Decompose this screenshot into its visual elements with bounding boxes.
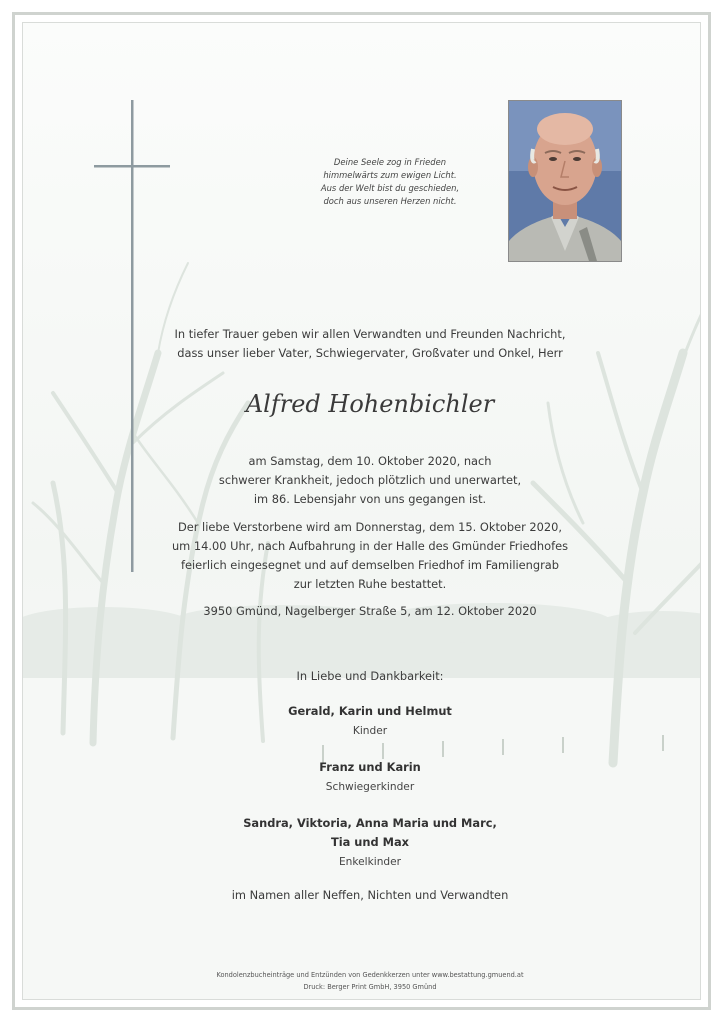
memorial-poem: [300, 156, 480, 208]
mourner-names: Gerald, Karin und Helmut: [288, 704, 452, 718]
notice-line: am Samstag, dem 10. Oktober 2020, nach: [248, 454, 492, 468]
poem-line: Aus der Welt bist du geschieden,: [320, 183, 460, 193]
announcement-intro: [150, 325, 590, 363]
funeral-line: zur letzten Ruhe bestattet.: [293, 577, 447, 591]
poem-line: himmelwärts zum ewigen Licht.: [323, 170, 457, 180]
intro-line: dass unser lieber Vater, Schwiegervater, Großvater und Onkel, Herr: [177, 346, 563, 360]
funeral-line: feierlich eingesegnet und auf demselben Friedhof im Familiengrab: [181, 558, 559, 572]
mourner-group-grandchildren: [150, 814, 590, 872]
footer-print-info: [150, 969, 590, 993]
mourner-names: Franz und Karin: [319, 760, 421, 774]
footer-line: Druck: Berger Print GmbH, 3950 Gmünd: [303, 983, 437, 991]
funeral-line: um 14.00 Uhr, nach Aufbahrung in der Halle des Gmünder Friedhofes: [171, 539, 569, 553]
deceased-name: Alfred Hohenbichler: [245, 390, 495, 418]
mourner-relation: Kinder: [352, 725, 388, 737]
place-date: [150, 602, 590, 621]
place-date-line: 3950 Gmünd, Nagelberger Straße 5, am 12. Oktober 2020: [203, 604, 537, 618]
mourner-group-children: [150, 702, 590, 741]
funeral-details: [150, 518, 590, 594]
notice-line: schwerer Krankheit, jedoch plötzlich und unerwartet,: [218, 473, 522, 487]
closing-line: [150, 886, 590, 905]
gratitude-text: In Liebe und Dankbarkeit:: [296, 669, 444, 683]
death-notice: [150, 452, 590, 509]
intro-line: In tiefer Trauer geben wir allen Verwandten und Freunden Nachricht,: [174, 327, 566, 341]
poem-line: Deine Seele zog in Frieden: [333, 157, 447, 167]
footer-line: Kondolenzbucheinträge und Entzünden von Gedenkkerzen unter www.bestattung.gmuend.at: [216, 971, 524, 979]
mourner-names: Tia und Max: [330, 835, 410, 849]
mourner-relation: Enkelkinder: [338, 856, 401, 868]
mourner-names: Sandra, Viktoria, Anna Maria und Marc,: [243, 816, 497, 830]
mourner-group-in-laws: [150, 758, 590, 797]
funeral-line: Der liebe Verstorbene wird am Donnerstag, dem 15. Oktober 2020,: [177, 520, 563, 534]
closing-text: im Namen aller Neffen, Nichten und Verwandten: [231, 888, 509, 902]
mourner-relation: Schwiegerkinder: [325, 781, 415, 793]
poem-line: doch aus unseren Herzen nicht.: [323, 196, 457, 206]
portrait-photo: [508, 100, 622, 262]
gratitude-line: [150, 667, 590, 686]
notice-line: im 86. Lebensjahr von uns gegangen ist.: [253, 492, 487, 506]
